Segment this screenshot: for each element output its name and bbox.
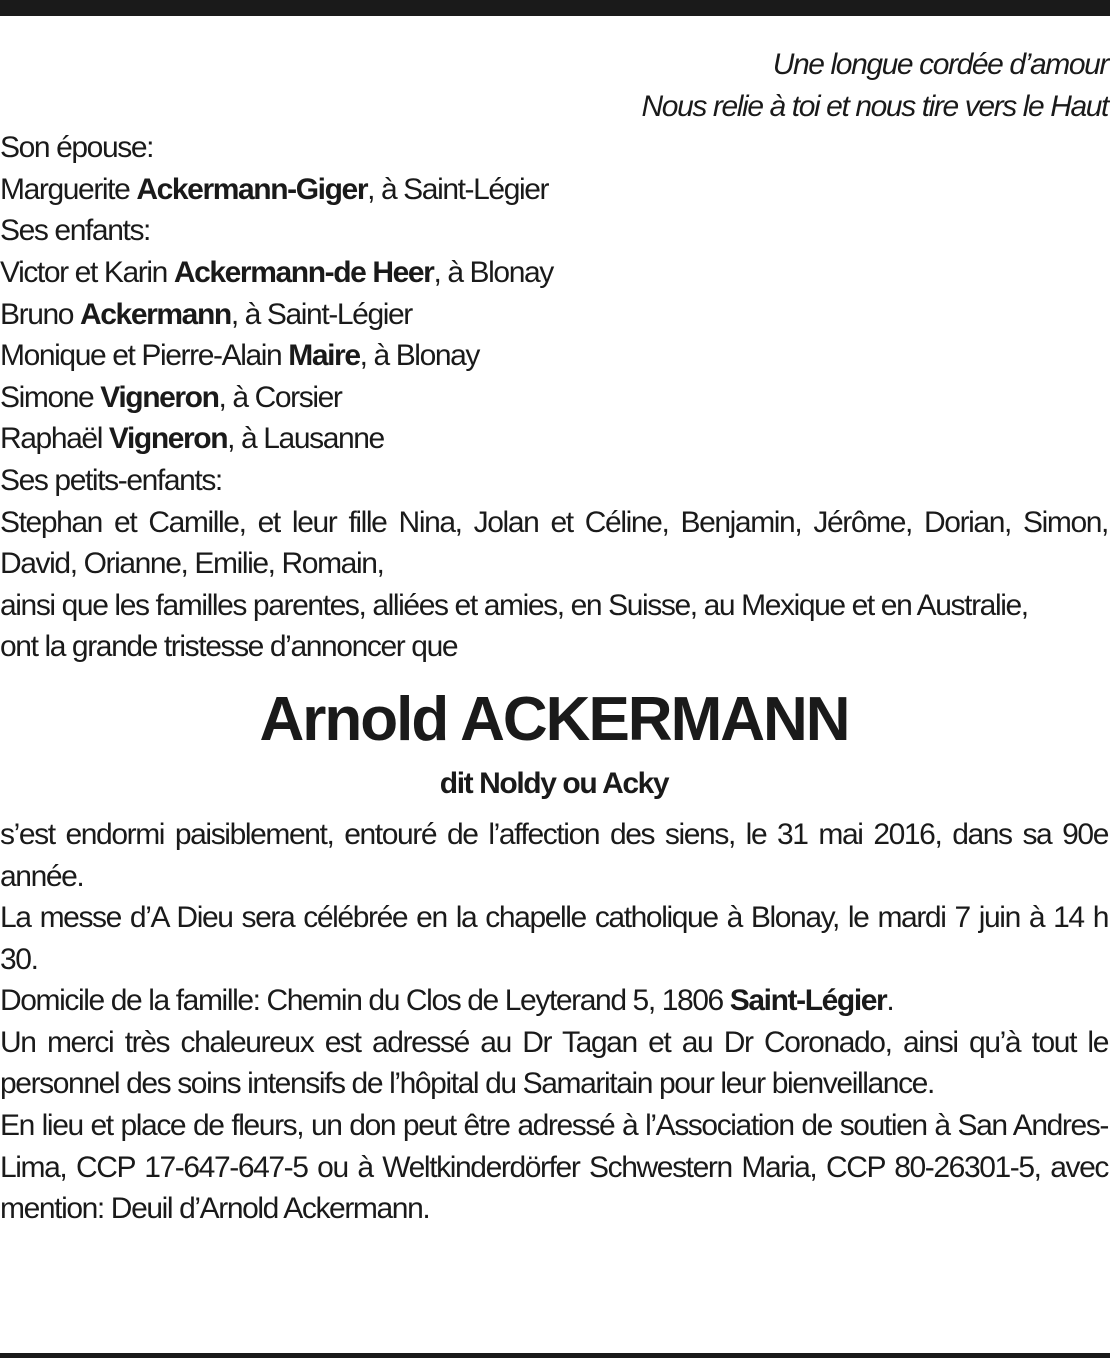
child-first-names: Monique et Pierre-Alain xyxy=(0,339,289,373)
verse-line-1: Une longue cordée d’amour xyxy=(772,48,1108,81)
domicile-period: . xyxy=(886,984,894,1018)
child-surname: Ackermann xyxy=(80,297,231,331)
child-place: , à Blonay xyxy=(359,339,480,373)
child-first-names: Bruno xyxy=(0,297,80,331)
child-line xyxy=(0,377,1108,419)
child-first-names: Simone xyxy=(0,380,101,414)
spouse-heading: Son épouse: xyxy=(0,131,154,165)
child-line xyxy=(0,418,1108,460)
deceased-nickname: dit Noldy ou Acky xyxy=(439,766,669,800)
child-line xyxy=(0,252,1108,294)
child-place: , à Blonay xyxy=(433,255,553,289)
grandchildren-list: Stephan et Camille, et leur fille Nina, Jolan et Céline, Benjamin, Jérôme, Dorian, Simon, David, Orianne, Emilie, Romain, xyxy=(0,505,1108,581)
top-rule xyxy=(0,0,1110,16)
child-first-names: Victor et Karin xyxy=(0,255,174,289)
child-surname: Ackermann-de Heer xyxy=(173,255,434,289)
verse xyxy=(0,44,1108,127)
spouse-first-name: Marguerite xyxy=(0,172,137,206)
bottom-rule xyxy=(0,1353,1110,1358)
mass-paragraph: La messe d’A Dieu sera célébrée en la chapelle catholique à Blonay, le mardi 7 juin à 14 h 30. xyxy=(0,901,1108,976)
domicile-address: Domicile de la famille: Chemin du Clos de Leyterand 5, 1806 xyxy=(0,984,730,1018)
grandchildren-heading: Ses petits-enfants: xyxy=(0,463,222,497)
child-surname: Maire xyxy=(288,339,360,373)
children-heading: Ses enfants: xyxy=(0,214,150,248)
child-surname: Vigneron xyxy=(108,422,228,456)
deceased-name: Arnold ACKERMANN xyxy=(259,684,849,754)
domicile-line xyxy=(0,980,1108,1022)
thanks-paragraph: Un merci très chaleureux est adressé au Dr Tagan et au Dr Coronado, ainsi qu’à tout le personnel des soins intensifs de l’hôpital du Samaritain pour leur bienveillance. xyxy=(0,1025,1108,1101)
child-line xyxy=(0,335,1108,377)
spouse-surname: Ackermann-Giger xyxy=(136,172,368,206)
families-line: ainsi que les familles parentes, alliées et amies, en Suisse, au Mexique et en Australie, xyxy=(0,588,1028,622)
child-surname: Vigneron xyxy=(100,380,219,414)
child-place: , à Saint-Légier xyxy=(230,297,412,331)
passing-paragraph: s’est endormi paisiblement, entouré de l’affection des siens, le 31 mai 2016, dans sa 90e année. xyxy=(0,817,1108,893)
spouse-place: , à Saint-Légier xyxy=(367,172,549,206)
child-first-names: Raphaël xyxy=(0,422,109,456)
obituary-notice xyxy=(0,44,1108,1230)
child-line xyxy=(0,294,1108,336)
spouse-line xyxy=(0,169,1108,211)
domicile-town: Saint-Légier xyxy=(729,984,887,1018)
announcement-line: ont la grande tristesse d’annoncer que xyxy=(0,630,458,664)
donation-paragraph: En lieu et place de fleurs, un don peut être adressé à l’Association de soutien à San Andres-Lima, CCP 17-647-647-5 ou à Weltkinderdörfer Schwestern Maria, CCP 80-26301-5, avec mention: Deuil d’Arnold Ackermann. xyxy=(0,1109,1108,1226)
verse-line-2: Nous relie à toi et nous tire vers le Haut xyxy=(641,89,1108,123)
child-place: , à Corsier xyxy=(218,380,342,414)
child-place: , à Lausanne xyxy=(227,422,384,456)
